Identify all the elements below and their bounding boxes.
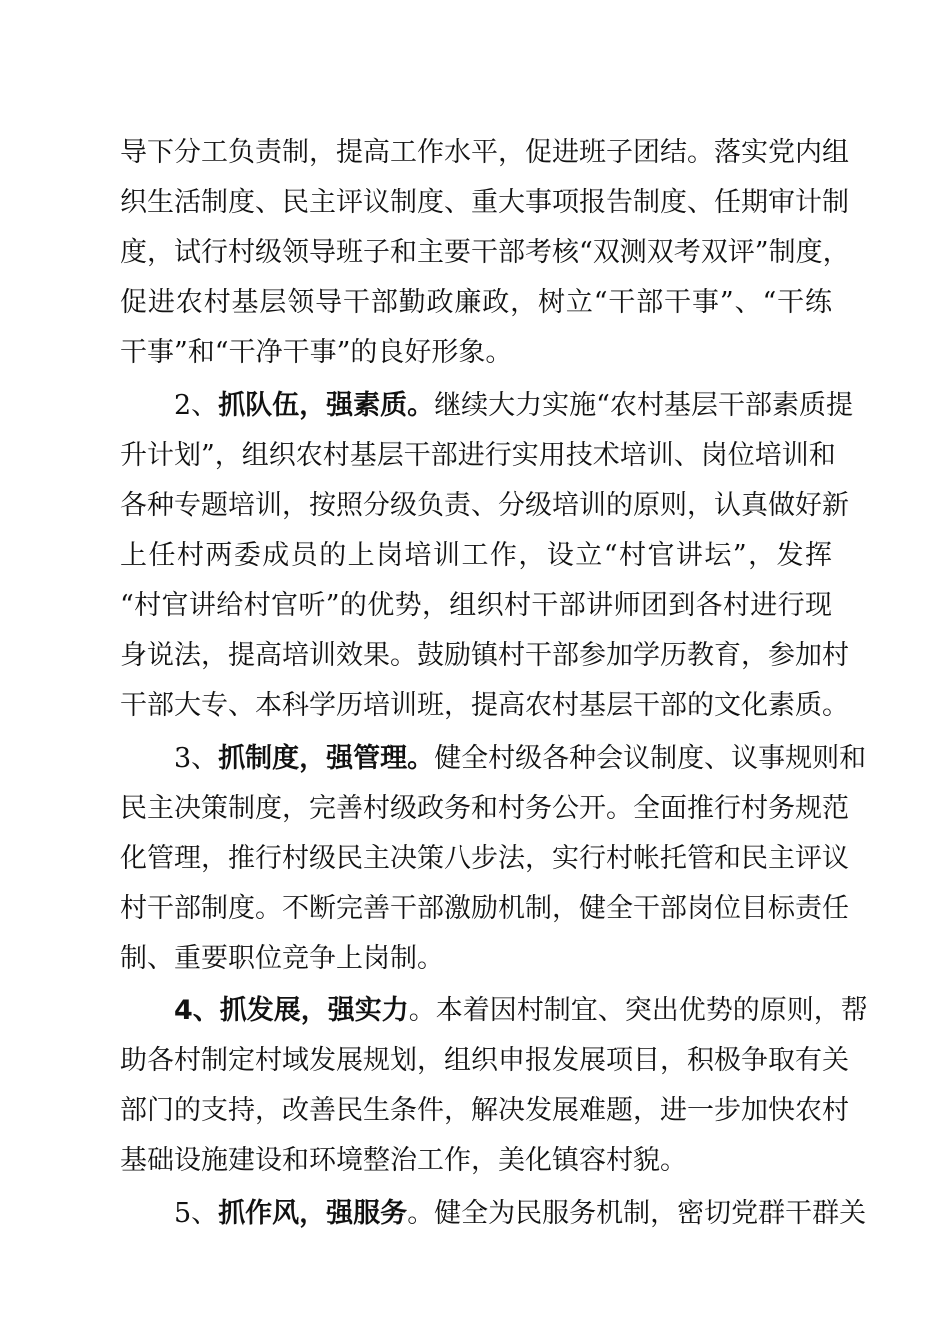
text-line: 基础设施建设和环境整治工作，美化镇容村貌。	[120, 1145, 687, 1176]
text-segment: 健全村级各种会议制度、议事规则和	[434, 743, 867, 774]
text-line: 促进农村基层领导干部勤政廉政，树立“干部干事”、“干练	[120, 287, 832, 318]
text-line: 织生活制度、民主评议制度、重大事项报告制度、任期审计制	[120, 187, 849, 218]
text-line	[174, 734, 867, 784]
text-line	[174, 986, 868, 1036]
text-segment: 。健全为民服务机制，密切党群干群关	[407, 1198, 867, 1229]
text-line: 度，试行村级领导班子和主要干部考核“双测双考双评”制度，	[120, 237, 850, 268]
text-line	[174, 381, 853, 431]
text-segment: 继续大力实施“农村基层干部素质提	[434, 390, 853, 421]
text-line: 助各村制定村域发展规划，组织申报发展项目，积极争取有关	[120, 1045, 849, 1076]
text-line: “村官讲给村官听”的优势，组织村干部讲师团到各村进行现	[120, 590, 832, 621]
text-line: 村干部制度。不断完善干部激励机制，健全干部岗位目标责任	[120, 893, 849, 924]
text-line: 干部大专、本科学历培训班，提高农村基层干部的文化素质。	[120, 690, 849, 721]
text-line	[174, 1189, 867, 1239]
text-line: 导下分工负责制，提高工作水平，促进班子团结。落实党内组	[120, 137, 849, 168]
paragraph-heading: 抓作风，强服务	[218, 1198, 408, 1229]
paragraph-heading: 抓制度，强管理。	[218, 743, 435, 774]
paragraph-heading: 抓队伍，强素质。	[218, 390, 435, 421]
text-line: 部门的支持，改善民生条件，解决发展难题，进一步加快农村	[120, 1095, 849, 1126]
text-line: 上任村两委成员的上岗培训工作，设立“村官讲坛”，发挥	[120, 540, 832, 571]
text-line: 身说法，提高培训效果。鼓励镇村干部参加学历教育，参加村	[120, 640, 849, 671]
text-line: 干事”和“干净干事”的良好形象。	[120, 337, 513, 368]
text-line: 化管理，推行村级民主决策八步法，实行村帐托管和民主评议	[120, 843, 849, 874]
text-line: 升计划”，组织农村基层干部进行实用技术培训、岗位培训和	[120, 440, 836, 471]
item-number: 5、	[174, 1198, 219, 1229]
text-line: 民主决策制度，完善村级政务和村务公开。全面推行村务规范	[120, 793, 849, 824]
item-number: 3、	[174, 743, 219, 774]
item-number: 2、	[174, 390, 219, 421]
paragraph-heading: 4、抓发展，强实力	[174, 995, 409, 1026]
text-line: 制、重要职位竞争上岗制。	[120, 943, 444, 974]
text-line: 各种专题培训，按照分级负责、分级培训的原则，认真做好新	[120, 490, 849, 521]
text-segment: 。本着因村制宜、突出优势的原则，帮	[408, 995, 868, 1026]
